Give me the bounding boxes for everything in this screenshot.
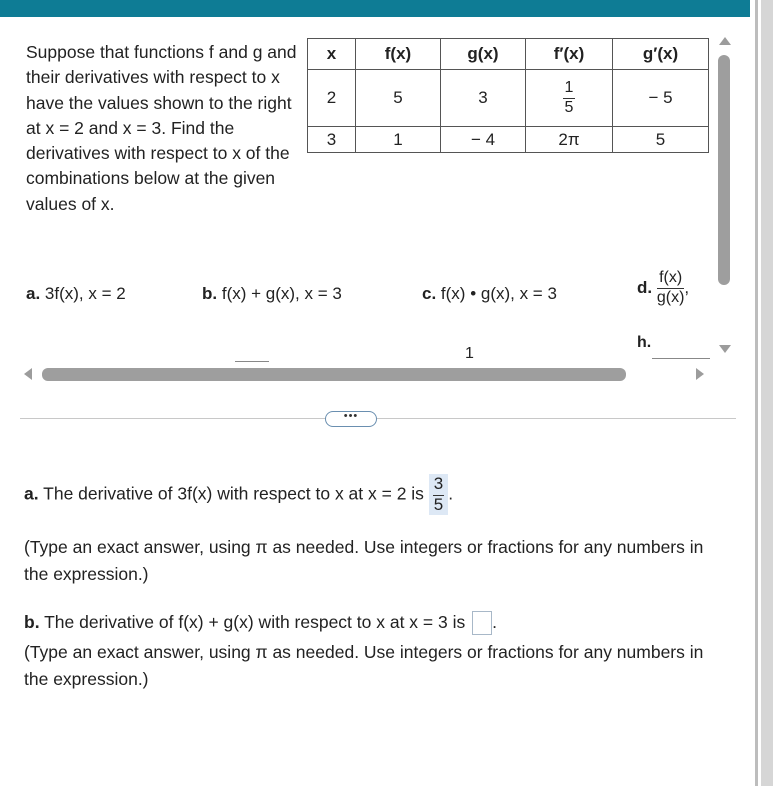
answer-b-end: . xyxy=(492,612,497,632)
part-d[interactable] xyxy=(637,270,689,307)
section-divider xyxy=(20,418,736,419)
vertical-scrollbar-thumb[interactable] xyxy=(718,55,730,285)
cell-f: 1 xyxy=(356,127,441,153)
cell-x: 2 xyxy=(308,70,356,127)
header-f: f(x) xyxy=(356,39,441,70)
scroll-left-arrow-icon[interactable] xyxy=(24,368,32,380)
scroll-down-arrow-icon[interactable] xyxy=(719,345,731,353)
question-text: Suppose that functions f and g and their derivatives with respect to x have the values shown to the right at x = 2 and x = 3. Find the derivatives with respect to x of the combinations below at the given values of x. xyxy=(26,42,297,214)
part-c-expr: f(x) • g(x), x = 3 xyxy=(440,284,557,303)
table-row xyxy=(308,70,709,127)
right-window-edge xyxy=(752,0,778,786)
part-d-suffix: , xyxy=(684,277,690,297)
cell-gprime: 5 xyxy=(613,127,709,153)
header-gprime: g′(x) xyxy=(613,39,709,70)
top-banner xyxy=(0,0,750,17)
edge-line xyxy=(755,0,758,786)
part-b[interactable] xyxy=(202,284,342,304)
scroll-up-arrow-icon[interactable] xyxy=(719,37,731,45)
part-h-label[interactable]: h. xyxy=(637,334,652,351)
fraction-numerator: 1 xyxy=(563,80,576,99)
cell-g: 3 xyxy=(441,70,526,127)
part-c[interactable] xyxy=(422,284,557,304)
answer-b-text: The derivative of f(x) + g(x) with respect to x at x = 3 is xyxy=(39,612,471,632)
answer-a-end: . xyxy=(448,483,454,504)
fraction-denominator: 5 xyxy=(564,98,574,116)
horizontal-scrollbar-thumb[interactable] xyxy=(42,368,626,381)
answer-blank-line xyxy=(652,358,710,359)
answer-a-value xyxy=(429,474,448,515)
cell-g: − 4 xyxy=(441,127,526,153)
cell-f: 5 xyxy=(356,70,441,127)
more-button[interactable]: ••• xyxy=(325,411,377,427)
cell-gprime: − 5 xyxy=(613,70,709,127)
answer-a-label: a. xyxy=(24,483,39,504)
part-c-label: c. xyxy=(422,284,437,303)
part-a-label: a. xyxy=(26,284,41,303)
partial-fraction-digit: 1 xyxy=(465,345,474,362)
answer-a-denominator: 5 xyxy=(433,494,444,514)
values-table xyxy=(307,38,709,153)
table-row xyxy=(308,127,709,153)
fraction xyxy=(563,80,576,117)
cell-fprime xyxy=(526,70,613,127)
part-d-denominator: g(x) xyxy=(656,288,685,306)
answer-b-input[interactable] xyxy=(472,611,492,635)
answer-a-numerator: 3 xyxy=(433,475,444,496)
header-g: g(x) xyxy=(441,39,526,70)
answer-blank-line xyxy=(235,361,269,362)
header-x: x xyxy=(308,39,356,70)
answer-a-text: The derivative of 3f(x) with respect to x at x = 2 is xyxy=(38,483,429,504)
header-fprime: f′(x) xyxy=(526,39,613,70)
part-d-label: d. xyxy=(637,277,653,297)
answer-a-hint: (Type an exact answer, using π as needed. Use integers or fractions for any numbers in the expression.) xyxy=(24,537,704,584)
part-a[interactable] xyxy=(26,284,126,304)
part-b-label: b. xyxy=(202,284,218,303)
part-d-fraction xyxy=(657,270,685,307)
cell-fprime: 2π xyxy=(526,127,613,153)
answer-b xyxy=(24,609,724,635)
answer-b-hint: (Type an exact answer, using π as needed. Use integers or fractions for any numbers in the expression.) xyxy=(24,642,704,689)
cell-x: 3 xyxy=(308,127,356,153)
answer-a xyxy=(24,474,724,515)
answer-b-label: b. xyxy=(24,612,40,632)
scroll-right-arrow-icon[interactable] xyxy=(696,368,704,380)
part-b-expr: f(x) + g(x), x = 3 xyxy=(221,284,342,303)
edge-scrollbar[interactable] xyxy=(761,0,773,786)
part-a-expr: 3f(x), x = 2 xyxy=(44,284,126,303)
part-d-numerator: f(x) xyxy=(657,270,684,289)
